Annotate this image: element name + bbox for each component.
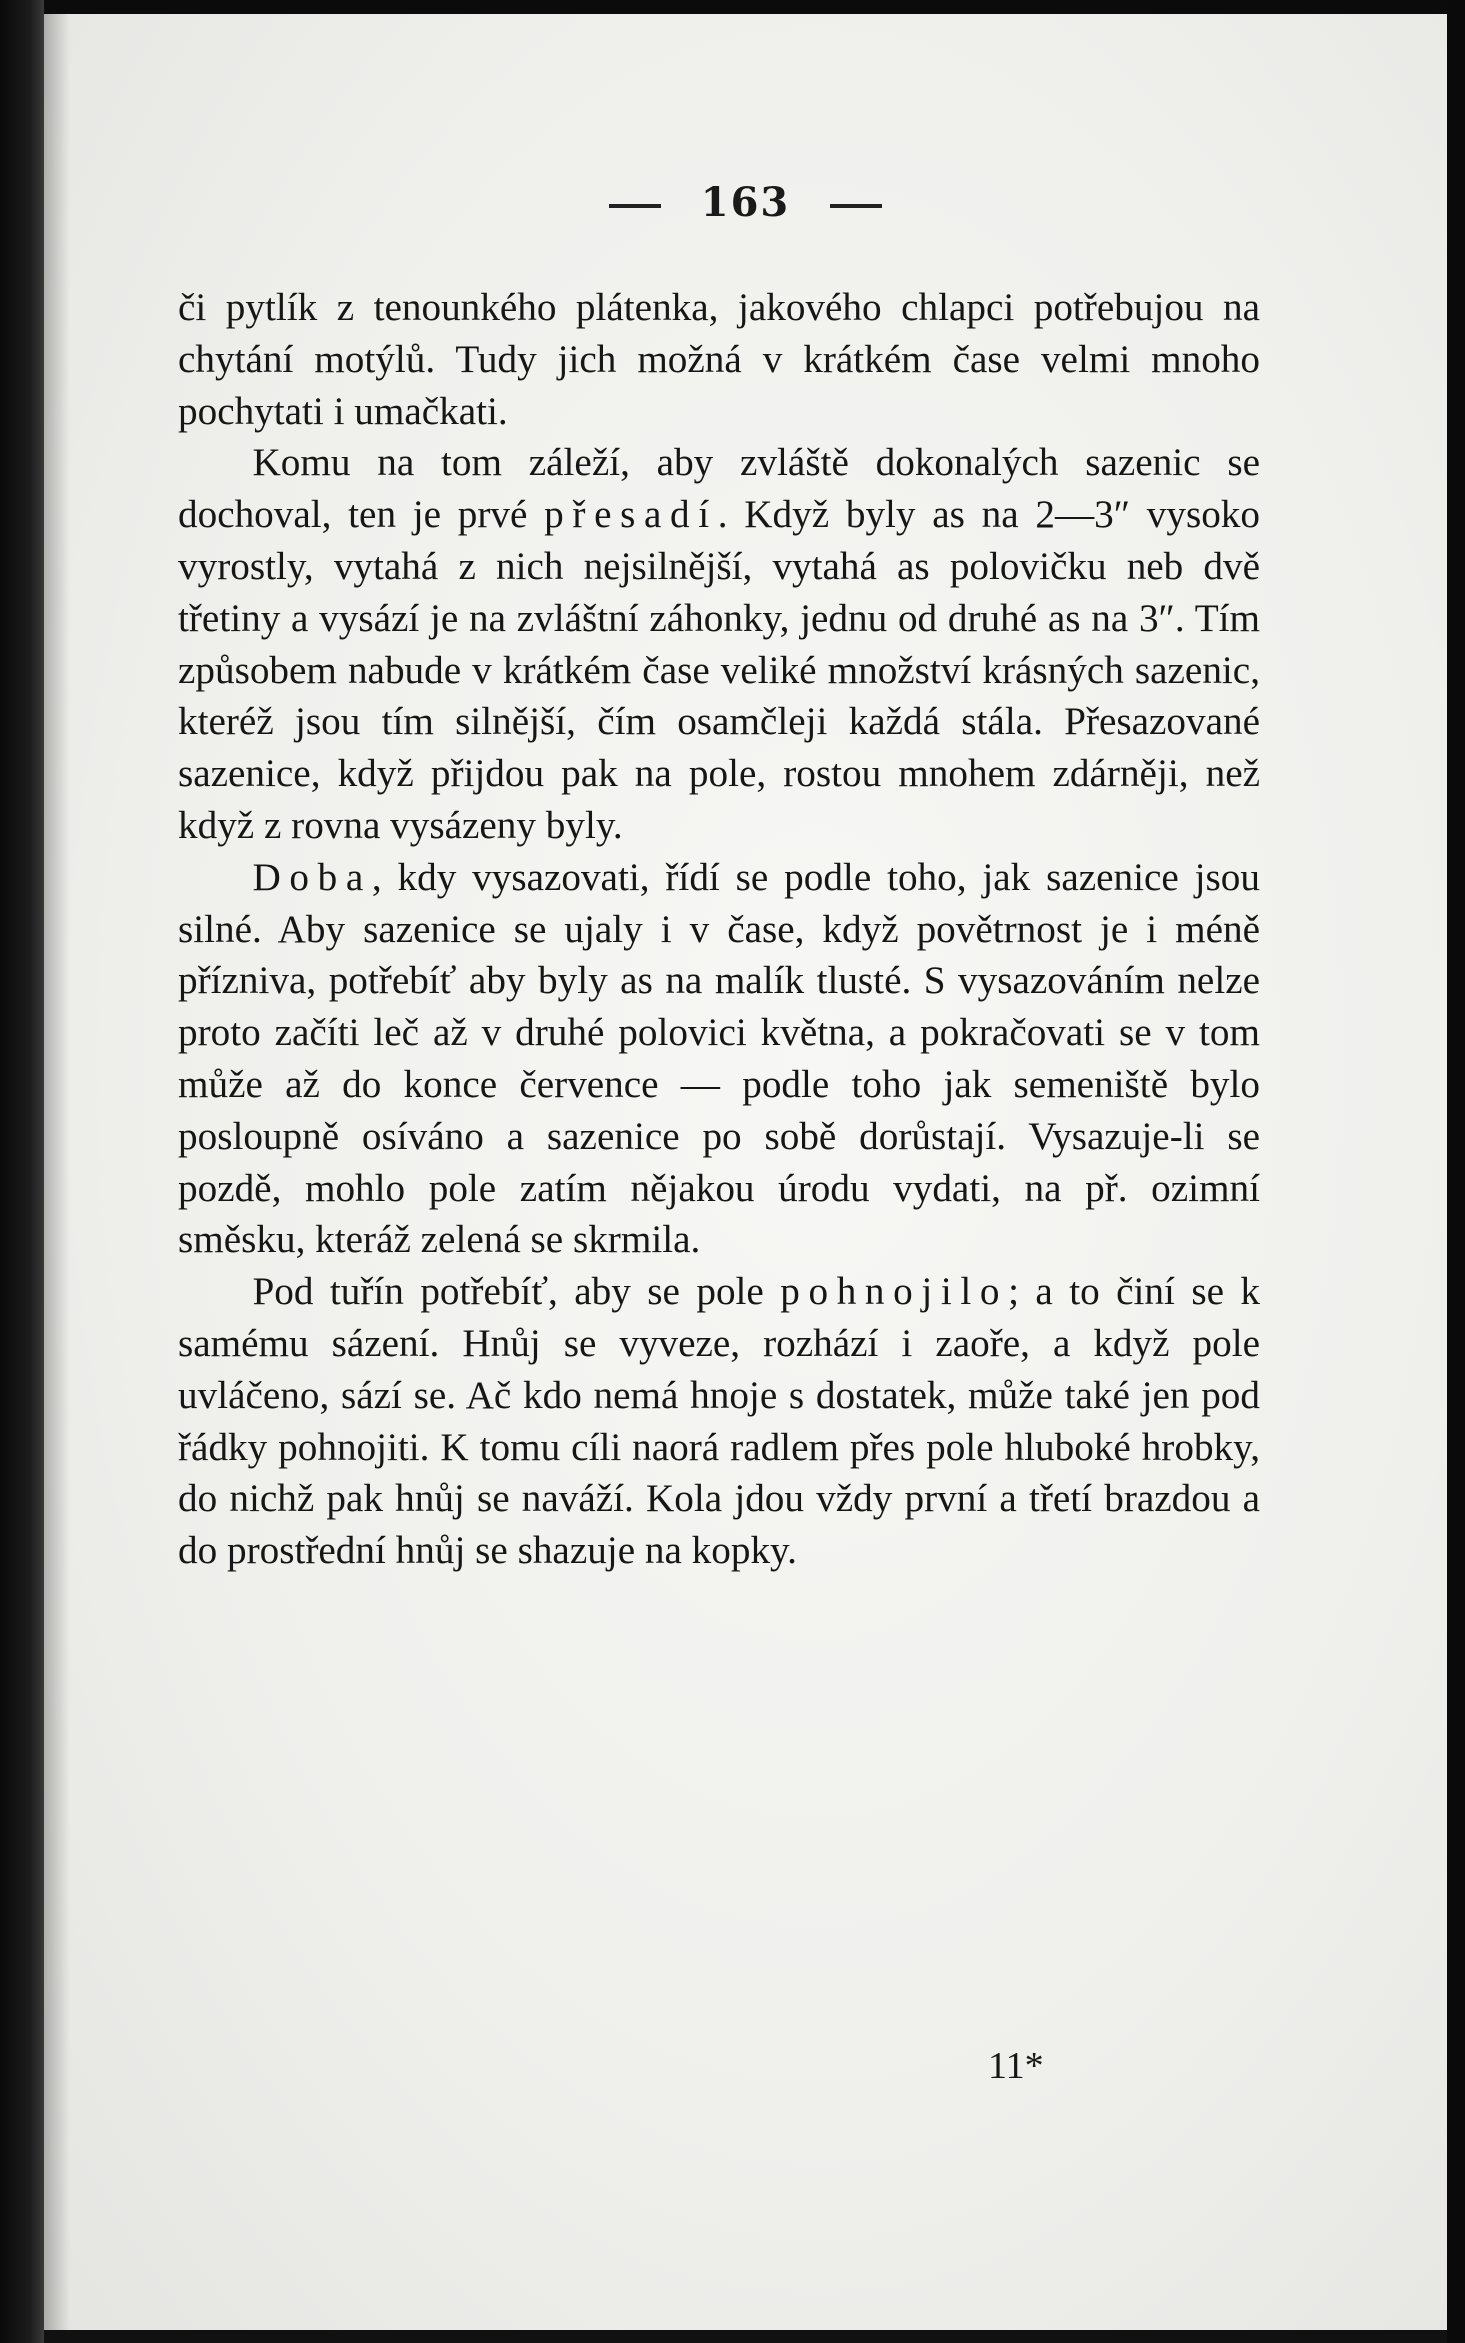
paragraph-3-emphasis: Doba — [252, 855, 372, 899]
scan-border-right — [1447, 0, 1465, 2343]
paragraph-3-text: , kdy vysazovati, řídí se podle toho, jak sazenice jsou silné. Aby sazenice se ujaly i v čase, když povětrnost je i méně přízniva, potřebíť aby byly as na malík tlusté. S vysazováním nelze proto začíti leč až v druhé polovici května, a pokračovati se v tom může až do konce července — podle toho jak semeniště bylo posloupně osíváno a sazenice po sobě dorůstají. Vysazuje-li se pozdě, mohlo pole zatím nějakou úrodu vydati, na př. ozimní směsku, kteráž zelená se skrmila. — [178, 855, 1260, 1262]
scan-border-top — [0, 0, 1465, 14]
scan-border-left — [0, 0, 44, 2343]
paragraph-2-text-start: Komu na tom záleží, aby zvláště dokonalých sazenic se dochoval, ten je prvé — [178, 441, 1260, 537]
page-header — [44, 179, 1447, 226]
paragraph-4-text-end: ; a to činí se k samému sázení. Hnůj se vyveze, rozhází i zaoře, a když pole uvláčeno, sází se. Ač kdo nemá hnoje s dostatek, může také jen pod řádky pohnojiti. K tomu cíli naorá radlem přes pole hluboké hrobky, do nichž pak hnůj se naváží. Kola jdou vždy první a třetí brazdou a do prostřední hnůj se shazuje na kopky. — [178, 1270, 1261, 1573]
paragraph-4 — [178, 1266, 1260, 1577]
page-number: 163 — [700, 179, 791, 226]
paragraph-4-text-start: Pod tuřín potřebíť, aby se pole — [252, 1270, 781, 1314]
paragraph-3 — [178, 852, 1260, 1266]
body-text — [178, 282, 1260, 1577]
paragraph-2-emphasis: přesadí — [544, 493, 718, 537]
header-dash-left — [609, 204, 661, 208]
paragraph-1-text: či pytlík z tenounkého plátenka, jakového chlapci potřebujou na chytání motýlů. Tudy jich možná v krátkém čase velmi mnoho pochytati i umačkati. — [178, 286, 1260, 433]
binding-shadow — [44, 14, 70, 2330]
paragraph-1 — [178, 282, 1260, 437]
paragraph-4-emphasis: pohnojilo — [780, 1270, 1009, 1314]
paragraph-2-text-end: . Když byly as na 2—3″ vysoko vyrostly, vytahá z nich nejsilnější, vytahá as polovičku neb dvě třetiny a vysází je na zvláštní záhonky, jednu od druhé as na 3″. Tím způsobem nabude v krátkém čase veliké množství krásných sazenic, kteréž jsou tím silnější, čím osamčleji každá stála. Přesazované sazenice, když přijdou pak na pole, rostou mnohem zdárněji, než když z rovna vysázeny byly. — [178, 493, 1260, 847]
signature-mark: 11* — [988, 2045, 1044, 2087]
header-dash-right — [830, 204, 882, 208]
paragraph-2 — [178, 437, 1260, 851]
book-page — [44, 14, 1447, 2330]
